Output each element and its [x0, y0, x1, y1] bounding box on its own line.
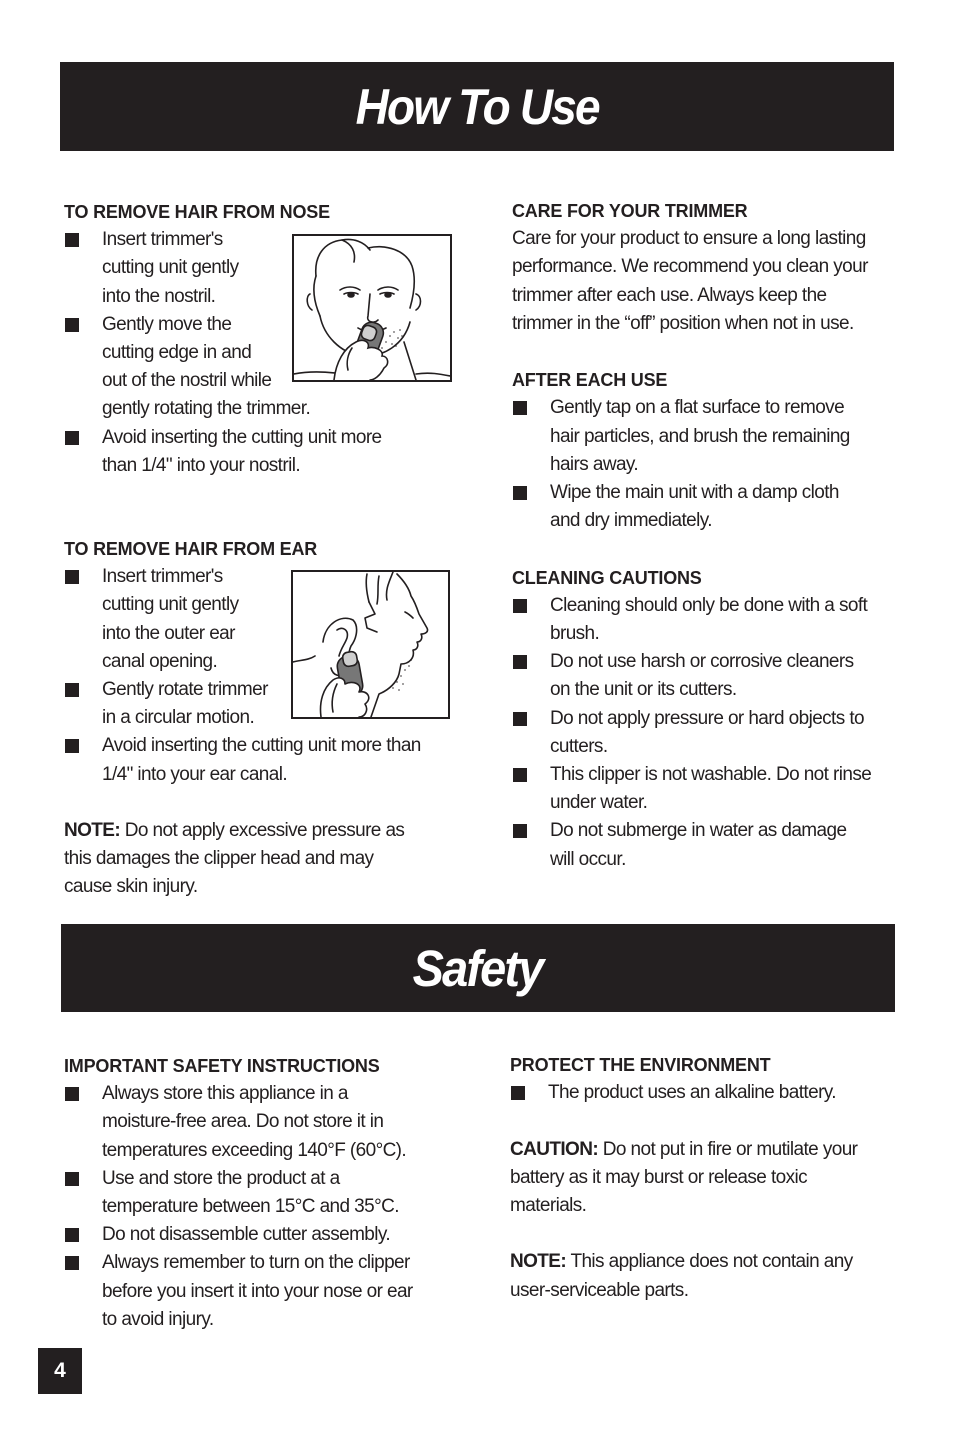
bullet-square-icon	[513, 401, 527, 415]
bullet-line: Avoid inserting the cutting unit more than	[102, 735, 421, 757]
bullet-item	[64, 1221, 474, 1249]
bullet-item	[510, 1079, 910, 1107]
bullet-line: Insert trimmer's	[102, 566, 223, 588]
caution-line-1: Do not put in fire or mutilate your	[598, 1138, 858, 1160]
bullet-line: canal opening.	[102, 650, 218, 672]
bullet-item	[512, 648, 912, 704]
bullet-line: into the outer ear	[102, 622, 235, 644]
how-to-use-title: How To Use	[355, 78, 599, 135]
bullet-item	[64, 732, 464, 788]
bullet-square-icon	[65, 318, 79, 332]
nose-trimming-illustration	[292, 234, 452, 382]
bullet-line: This clipper is not washable. Do not rinse	[550, 764, 872, 786]
care-line-2: performance. We recommend you clean your	[512, 256, 868, 278]
bullet-line: temperatures exceeding 140°F (60°C).	[102, 1139, 407, 1161]
bullet-square-icon	[65, 431, 79, 445]
ear-trimming-drawing	[293, 572, 448, 717]
bullet-line: cutting edge in and	[102, 342, 252, 364]
ear-heading: TO REMOVE HAIR FROM EAR	[64, 539, 318, 559]
bullet-line: hairs away.	[550, 453, 639, 475]
bullet-square-icon	[511, 1086, 525, 1100]
bullet-square-icon	[65, 683, 79, 697]
bullet-line: under water.	[550, 792, 648, 814]
nose-heading: TO REMOVE HAIR FROM NOSE	[64, 202, 330, 222]
bullet-square-icon	[65, 1087, 79, 1101]
bullet-square-icon	[65, 1256, 79, 1270]
bullet-line: out of the nostril while	[102, 370, 272, 392]
bullet-square-icon	[513, 712, 527, 726]
after-use-heading: AFTER EACH USE	[512, 370, 668, 391]
bullet-line: cutters.	[550, 735, 608, 757]
bullet-line: 1/4" into your ear canal.	[102, 763, 288, 785]
cleaning-bullets	[512, 592, 912, 874]
environment-bullets	[510, 1079, 910, 1107]
bullet-item	[512, 705, 912, 761]
care-text	[512, 225, 912, 338]
bullet-line: moisture-free area. Do not store it in	[102, 1111, 384, 1133]
safety-banner	[61, 924, 895, 1012]
safety-instructions-heading: IMPORTANT SAFETY INSTRUCTIONS	[64, 1056, 380, 1076]
caution-line-3: materials.	[510, 1195, 587, 1216]
bullet-line: Gently rotate trimmer	[102, 679, 268, 701]
bullet-line: Do not submerge in water as damage	[550, 820, 847, 842]
bullet-line: Use and store the product at a	[102, 1167, 340, 1189]
bullet-line: in a circular motion.	[102, 707, 255, 729]
bullet-square-icon	[65, 1172, 79, 1186]
bullet-line: than 1/4" into your nostril.	[102, 454, 301, 476]
safety-note-label: NOTE:	[510, 1251, 567, 1273]
bullet-line: Do not use harsh or corrosive cleaners	[550, 651, 854, 673]
bullet-item	[512, 479, 912, 535]
bullet-square-icon	[65, 1228, 79, 1242]
bullet-line: Gently tap on a flat surface to remove	[550, 397, 845, 419]
bullet-line: hair particles, and brush the remaining	[550, 425, 850, 447]
bullet-line: cutting unit gently	[102, 594, 239, 616]
note-line-1: Do not apply excessive pressure as	[120, 820, 405, 841]
ear-trimming-illustration	[291, 570, 450, 719]
bullet-square-icon	[513, 655, 527, 669]
bullet-square-icon	[65, 233, 79, 247]
safety-instructions-bullets	[64, 1080, 474, 1334]
environment-section	[510, 1051, 910, 1305]
bullet-line: Wipe the main unit with a damp cloth	[550, 482, 839, 504]
bullet-square-icon	[513, 768, 527, 782]
bullet-line: brush.	[550, 623, 600, 645]
care-heading: CARE FOR YOUR TRIMMER	[512, 201, 748, 221]
page-number: 4	[38, 1348, 82, 1394]
bullet-line: Do not disassemble cutter assembly.	[102, 1224, 391, 1246]
bullet-line: Insert trimmer's	[102, 229, 223, 251]
bullet-line: The product uses an alkaline battery.	[548, 1082, 836, 1104]
safety-title: Safety	[413, 939, 543, 997]
caution-text	[510, 1136, 910, 1221]
bullet-item	[512, 592, 912, 648]
bullet-line: Do not apply pressure or hard objects to	[550, 707, 864, 729]
bullet-item	[512, 817, 912, 873]
bullet-line: on the unit or its cutters.	[550, 679, 737, 701]
care-section	[512, 197, 912, 874]
note-text	[64, 817, 464, 902]
cleaning-heading: CLEANING CAUTIONS	[512, 567, 702, 588]
bullet-line: before you insert it into your nose or ear	[102, 1280, 413, 1302]
safety-note-text	[510, 1248, 910, 1304]
bullet-line: Gently move the	[102, 313, 232, 335]
bullet-item	[64, 1080, 474, 1165]
how-to-use-banner	[60, 62, 894, 151]
bullet-item	[64, 1249, 474, 1334]
bullet-square-icon	[65, 739, 79, 753]
bullet-item	[64, 1165, 474, 1221]
bullet-line: and dry immediately.	[550, 510, 712, 532]
safety-note-line-1: This appliance does not contain any	[566, 1251, 853, 1273]
bullet-item	[512, 394, 912, 479]
safety-instructions-section	[64, 1052, 474, 1334]
note-line-3: cause skin injury.	[64, 876, 198, 898]
bullet-line: Cleaning should only be done with a soft	[550, 594, 868, 616]
bullet-square-icon	[513, 824, 527, 838]
bullet-square-icon	[513, 486, 527, 500]
bullet-line: Always store this appliance in a	[102, 1083, 348, 1105]
caution-line-2: battery as it may burst or release toxic	[510, 1166, 808, 1188]
note-line-2: this damages the clipper head and may	[64, 848, 374, 870]
caution-label: CAUTION:	[510, 1138, 599, 1160]
bullet-square-icon	[65, 570, 79, 584]
environment-heading: PROTECT THE ENVIRONMENT	[510, 1055, 771, 1075]
care-line-3: trimmer after each use. Always keep the	[512, 284, 827, 306]
care-line-1: Care for your product to ensure a long lasting	[512, 228, 866, 250]
bullet-line: gently rotating the trimmer.	[102, 398, 311, 420]
note-label: NOTE:	[64, 820, 121, 841]
bullet-square-icon	[513, 599, 527, 613]
nose-trimming-drawing	[294, 236, 450, 380]
bullet-line: into the nostril.	[102, 285, 216, 307]
bullet-item	[512, 761, 912, 817]
bullet-line: Avoid inserting the cutting unit more	[102, 426, 382, 448]
bullet-line: will occur.	[550, 848, 626, 870]
how-to-use-note	[64, 817, 464, 902]
bullet-line: cutting unit gently	[102, 257, 239, 279]
bullet-line: temperature between 15°C and 35°C.	[102, 1196, 399, 1218]
after-use-bullets	[512, 394, 912, 535]
bullet-line: Always remember to turn on the clipper	[102, 1252, 410, 1274]
bullet-item	[64, 424, 454, 480]
safety-note-line-2: user-serviceable parts.	[510, 1279, 689, 1301]
care-line-4: trimmer in the “off” position when not in use.	[512, 312, 854, 334]
bullet-line: to avoid injury.	[102, 1308, 214, 1330]
